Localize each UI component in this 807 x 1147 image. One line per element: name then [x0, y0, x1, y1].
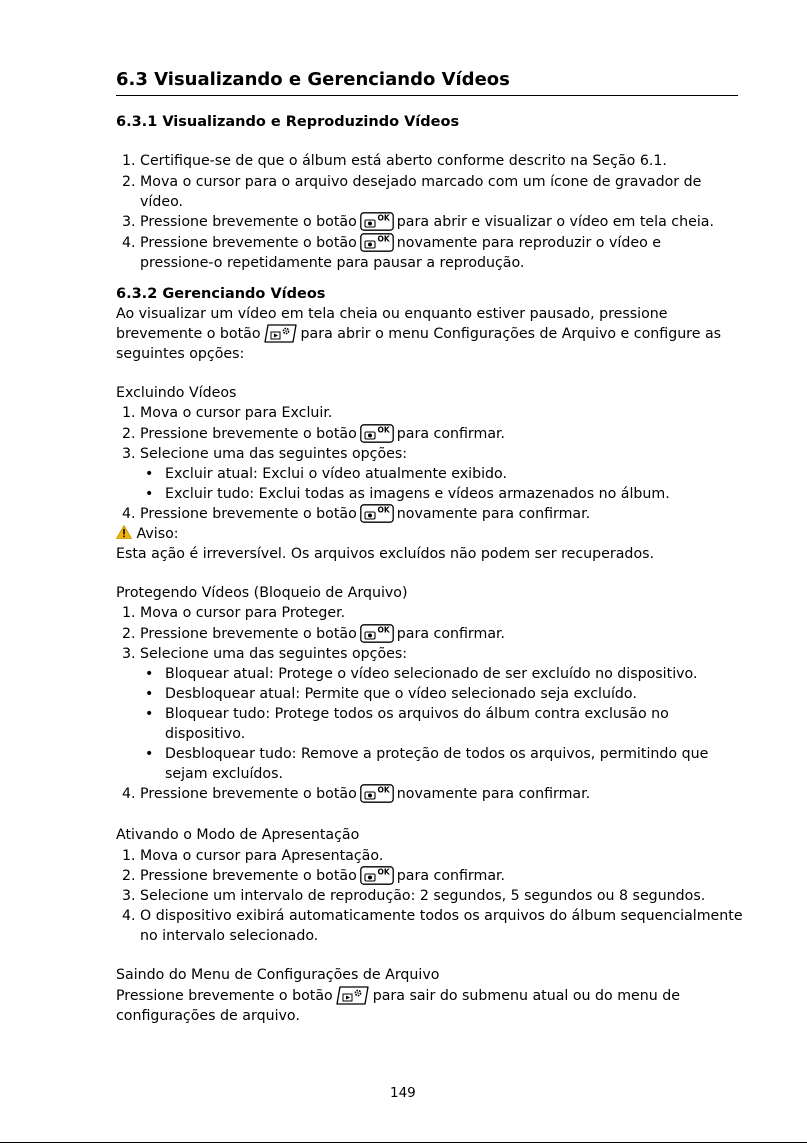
bullet-item	[145, 664, 697, 684]
paragraph-line: seguintes opções:	[116, 346, 245, 362]
bullet-text: Excluir tudo: Exclui todas as imagens e vídeos armazenados no álbum.	[165, 486, 670, 502]
list-item: 1. Mova o cursor para Apresentação.	[122, 848, 384, 864]
subsection-title-viewing: 6.3.1 Visualizando e Reproduzindo Vídeos	[116, 114, 460, 130]
list-item-text: 2. Pressione brevemente o botão	[122, 868, 357, 884]
ok-camera-button-icon	[360, 624, 394, 643]
list-item: 3. Selecione um intervalo de reprodução: 2 segundos, 5 segundos ou 8 segundos.	[122, 888, 706, 904]
list-item-text: novamente para reproduzir o vídeo e	[396, 235, 661, 251]
list-item-text: 4. Pressione brevemente o botão	[122, 235, 357, 251]
bullet-icon: •	[145, 486, 154, 502]
warning-label: Aviso:	[136, 526, 179, 542]
topic-title-exit: Saindo do Menu de Configurações de Arquivo	[116, 967, 440, 983]
list-item	[122, 624, 505, 644]
list-item-text: novamente para confirmar.	[396, 786, 591, 802]
list-item-text: 3. Pressione brevemente o botão	[122, 214, 357, 230]
list-item-continuation: pressione-o repetidamente para pausar a reprodução.	[140, 255, 525, 271]
svg-text:OK: OK	[377, 867, 390, 877]
bullet-text: Excluir atual: Exclui o vídeo atualmente exibido.	[165, 466, 507, 482]
list-item	[122, 233, 661, 253]
heading-rule	[116, 95, 738, 96]
playback-settings-button-icon	[336, 986, 370, 1005]
bullet-continuation: dispositivo.	[165, 726, 246, 742]
paragraph-text: para sair do submenu atual ou do menu de	[372, 988, 681, 1004]
bullet-item	[145, 684, 637, 704]
list-item: 1. Mova o cursor para Excluir.	[122, 405, 333, 421]
list-item: 3. Selecione uma das seguintes opções:	[122, 446, 408, 462]
bullet-icon: •	[145, 746, 154, 762]
ok-camera-button-icon	[360, 424, 394, 443]
bullet-icon: •	[145, 686, 154, 702]
paragraph-line	[116, 324, 721, 344]
svg-text:OK: OK	[377, 785, 390, 795]
bullet-item	[145, 704, 669, 724]
list-item: 4. O dispositivo exibirá automaticamente todos os arquivos do álbum sequencialmente	[122, 908, 743, 924]
subsection-title-managing: 6.3.2 Gerenciando Vídeos	[116, 286, 326, 302]
svg-text:OK: OK	[377, 425, 390, 435]
list-item	[122, 212, 714, 232]
list-item-continuation: no intervalo selecionado.	[140, 928, 319, 944]
list-item-text: 4. Pressione brevemente o botão	[122, 786, 357, 802]
list-item-text: para confirmar.	[396, 426, 506, 442]
list-item: 3. Selecione uma das seguintes opções:	[122, 646, 408, 662]
list-item-continuation: vídeo.	[140, 194, 184, 210]
svg-text:OK: OK	[377, 625, 390, 635]
paragraph-text: Pressione brevemente o botão	[116, 988, 333, 1004]
bullet-text: Bloquear atual: Protege o vídeo selecionado de ser excluído no dispositivo.	[165, 666, 698, 682]
bullet-icon: •	[145, 666, 154, 682]
bullet-icon: •	[145, 466, 154, 482]
topic-title-protect: Protegendo Vídeos (Bloqueio de Arquivo)	[116, 585, 408, 601]
list-item	[122, 424, 505, 444]
topic-title-slideshow: Ativando o Modo de Apresentação	[116, 827, 360, 843]
list-item-text: para confirmar.	[396, 626, 506, 642]
list-item	[122, 866, 505, 886]
list-item: 2. Mova o cursor para o arquivo desejado marcado com um ícone de gravador de	[122, 174, 702, 190]
bullet-item	[145, 464, 507, 484]
playback-settings-button-icon	[264, 324, 298, 343]
list-item-text: 2. Pressione brevemente o botão	[122, 426, 357, 442]
list-item-text: para abrir e visualizar o vídeo em tela cheia.	[396, 214, 714, 230]
footer-rule	[0, 1142, 807, 1143]
paragraph-line: configurações de arquivo.	[116, 1008, 300, 1024]
topic-title-delete: Excluindo Vídeos	[116, 385, 237, 401]
list-item-text: 2. Pressione brevemente o botão	[122, 626, 357, 642]
svg-text:OK: OK	[377, 234, 390, 244]
warning-label-line	[116, 524, 179, 544]
list-item: 1. Certifique-se de que o álbum está aberto conforme descrito na Seção 6.1.	[122, 153, 667, 169]
paragraph-line	[116, 986, 680, 1006]
svg-text:OK: OK	[377, 213, 390, 223]
ok-camera-button-icon	[360, 866, 394, 885]
paragraph-line: Ao visualizar um vídeo em tela cheia ou enquanto estiver pausado, pressione	[116, 306, 668, 322]
list-item-text: para confirmar.	[396, 868, 506, 884]
paragraph-text: brevemente o botão	[116, 326, 261, 342]
list-item	[122, 784, 590, 804]
list-item-text: novamente para confirmar.	[396, 506, 591, 522]
ok-camera-button-icon	[360, 504, 394, 523]
warning-text: Esta ação é irreversível. Os arquivos excluídos não podem ser recuperados.	[116, 546, 655, 562]
list-item-text: 4. Pressione brevemente o botão	[122, 506, 357, 522]
ok-camera-button-icon	[360, 212, 394, 231]
bullet-continuation: sejam excluídos.	[165, 766, 283, 782]
bullet-item	[145, 484, 670, 504]
ok-camera-button-icon	[360, 233, 394, 252]
bullet-item	[145, 744, 708, 764]
bullet-text: Desbloquear tudo: Remove a proteção de todos os arquivos, permitindo que	[165, 746, 709, 762]
ok-camera-button-icon	[360, 784, 394, 803]
bullet-text: Bloquear tudo: Protege todos os arquivos do álbum contra exclusão no	[165, 706, 669, 722]
paragraph-text: para abrir o menu Configurações de Arquivo e configure as	[300, 326, 722, 342]
list-item	[122, 504, 590, 524]
svg-text:OK: OK	[377, 505, 390, 515]
page-number: 149	[390, 1085, 416, 1101]
bullet-text: Desbloquear atual: Permite que o vídeo selecionado seja excluído.	[165, 686, 637, 702]
warning-triangle-icon	[116, 525, 132, 539]
list-item: 1. Mova o cursor para Proteger.	[122, 605, 346, 621]
section-heading: 6.3 Visualizando e Gerenciando Vídeos	[116, 69, 510, 90]
bullet-icon: •	[145, 706, 154, 722]
